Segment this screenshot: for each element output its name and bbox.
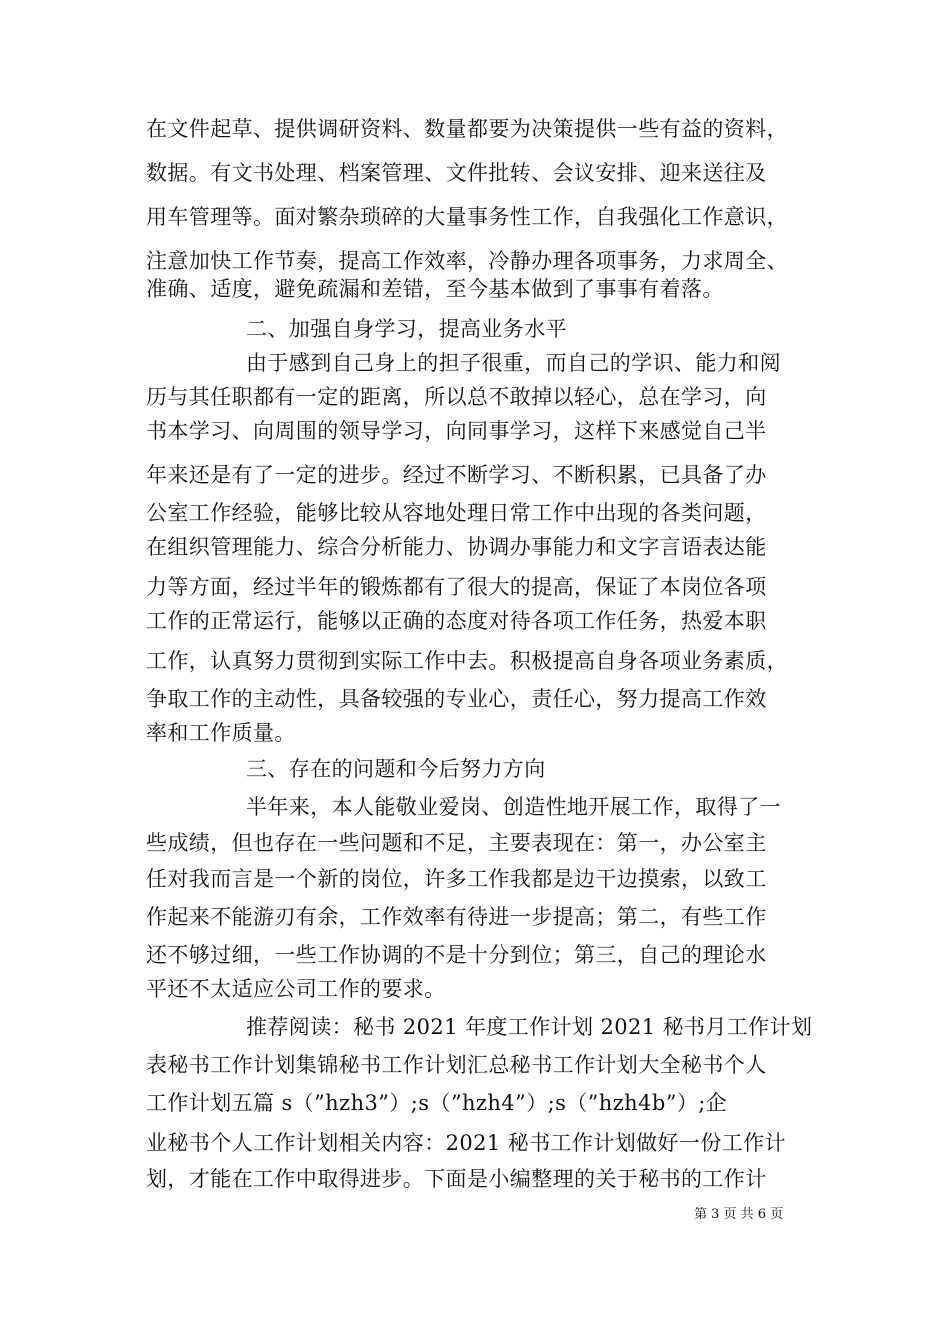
text-line: 力等方面，经过半年的锻炼都有了很大的提高，保证了本岗位各项 [146, 575, 767, 599]
text-line: 工作的正常运行，能够以正确的态度对待各项工作任务，热爱本职 [146, 609, 767, 633]
text-line: 注意加快工作节奏，提高工作效率，冷静办理各项事务，力求周全、 [146, 249, 788, 273]
text-line: 些成绩，但也存在一些问题和不足，主要表现在：第一，办公室主 [146, 831, 767, 855]
text-line: 作起来不能游刃有余，工作效率有待进一步提高；第二，有些工作 [146, 905, 767, 929]
text-line: 书本学习、向周围的领导学习，向同事学习，这样下来感觉自己半 [146, 419, 767, 443]
text-line: 年来还是有了一定的进步。经过不断学习、不断积累，已具备了办 [146, 463, 767, 487]
text-line: 由于感到自己身上的担子很重，而自己的学识、能力和阅 [246, 351, 781, 375]
text-line: 任对我而言是一个新的岗位，许多工作我都是边干边摸索，以致工 [146, 867, 767, 891]
text-line: 平还不太适应公司工作的要求。 [146, 977, 446, 1001]
text-line: 在文件起草、提供调研资料、数量都要为决策提供一些有益的资料， [146, 117, 788, 141]
text-line: 业秘书个人工作计划相关内容：2021 秘书工作计划做好一份工作计 [146, 1131, 786, 1155]
text-line: 率和工作质量。 [146, 721, 296, 745]
text-line: 准确、适度，避免疏漏和差错，至今基本做到了事事有着落。 [146, 277, 724, 301]
text-line: 争取工作的主动性，具备较强的专业心，责任心，努力提高工作效 [146, 687, 767, 711]
text-line: 还不够过细，一些工作协调的不是十分到位；第三，自己的理论水 [146, 943, 767, 967]
text-line: 工作计划五篇 s（”hzh3”）;s（”hzh4”）;s（”hzh4b”）;企 [146, 1091, 728, 1115]
text-line: 数据。有文书处理、档案管理、文件批转、会议安排、迎来送往及 [146, 161, 767, 185]
text-line: 表秘书工作计划集锦秘书工作计划汇总秘书工作计划大全秘书个人 [146, 1053, 767, 1077]
page-number-footer: 第 3 页 共 6 页 [694, 1207, 784, 1222]
text-line: 划，才能在工作中取得进步。下面是小编整理的关于秘书的工作计 [146, 1167, 767, 1191]
text-line: 历与其任职都有一定的距离，所以总不敢掉以轻心，总在学习，向 [146, 385, 767, 409]
section-heading-3: 三、存在的问题和今后努力方向 [246, 757, 546, 781]
text-line: 推荐阅读：秘书 2021 年度工作计划 2021 秘书月工作计划 [246, 1015, 813, 1039]
text-line: 用车管理等。面对繁杂琐碎的大量事务性工作，自我强化工作意识， [146, 205, 788, 229]
text-line: 工作，认真努力贯彻到实际工作中去。积极提高自身各项业务素质， [146, 649, 788, 673]
text-line: 半年来，本人能敬业爱岗、创造性地开展工作，取得了一 [246, 795, 781, 819]
text-line: 公室工作经验，能够比较从容地处理日常工作中出现的各类问题， [146, 501, 767, 525]
section-heading-2: 二、加强自身学习，提高业务水平 [246, 317, 567, 341]
text-line: 在组织管理能力、综合分析能力、协调办事能力和文字言语表达能 [146, 535, 767, 559]
